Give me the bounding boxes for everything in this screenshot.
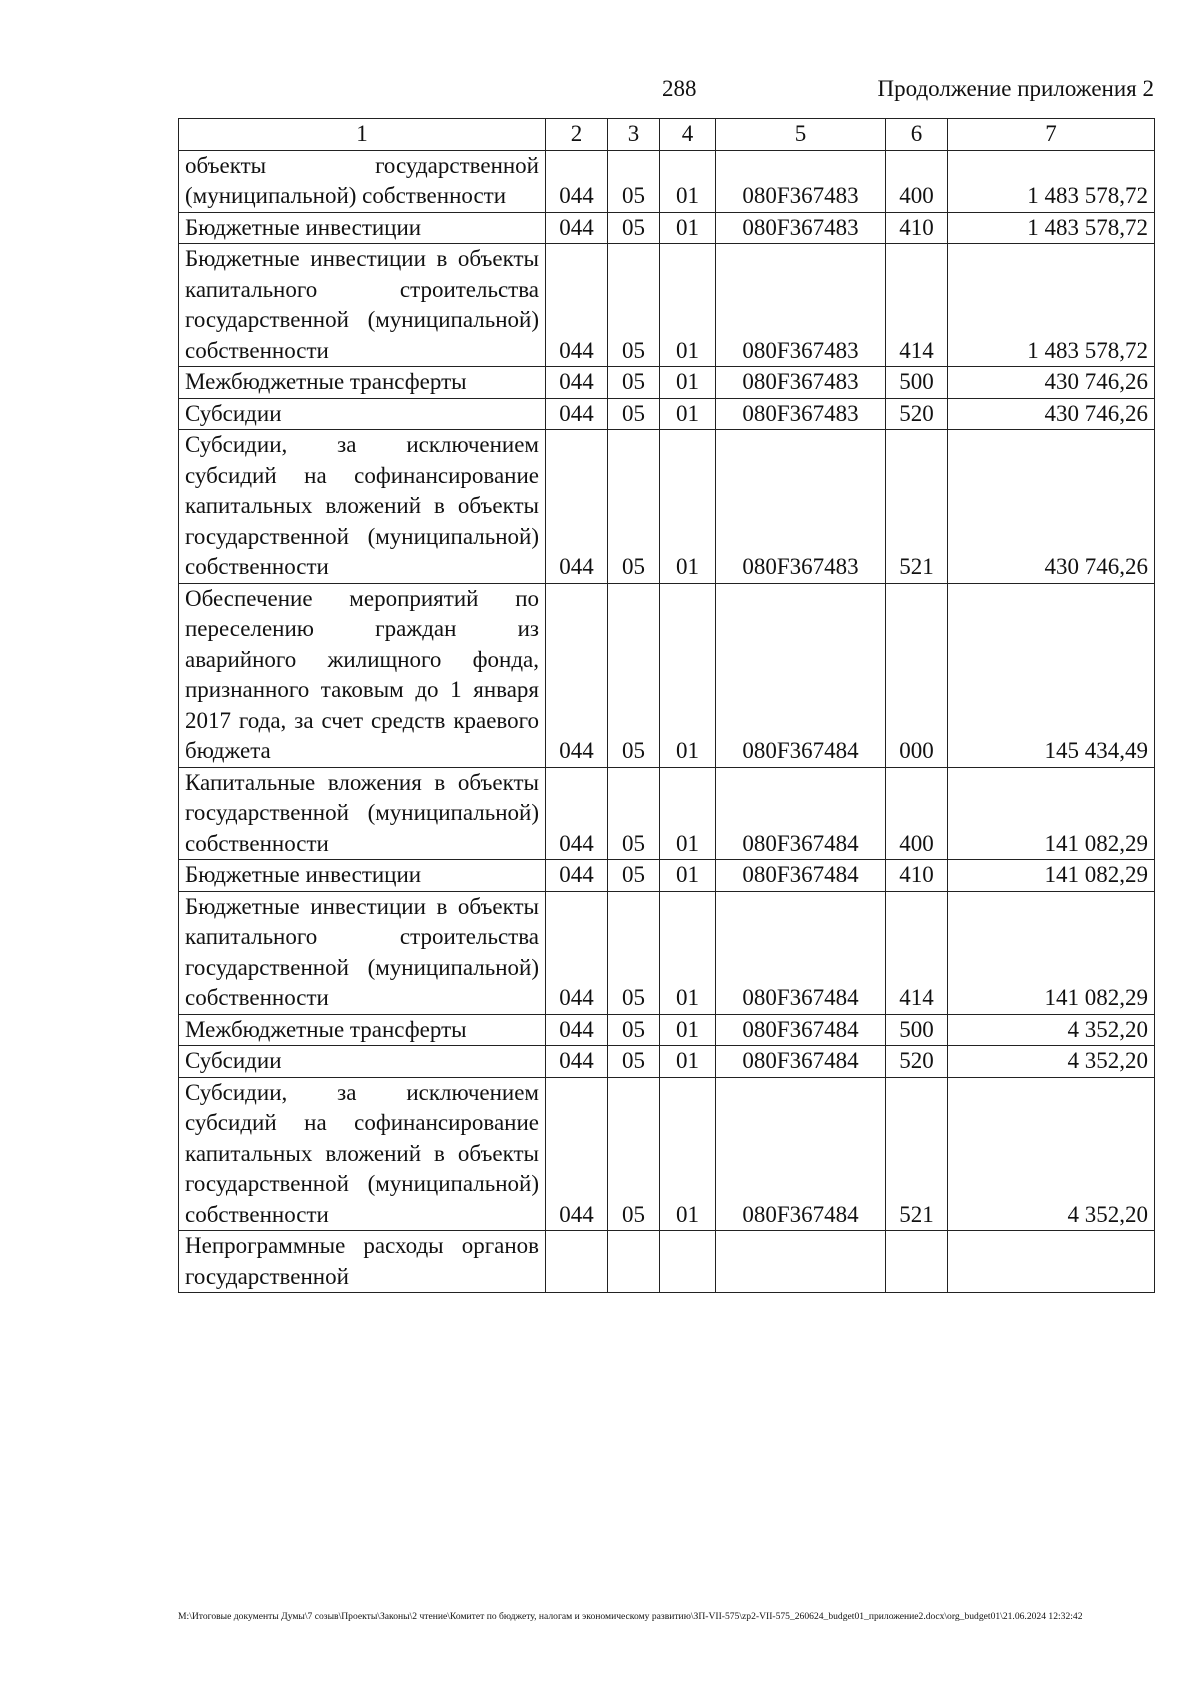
row-type-cell: 521 <box>886 1077 948 1231</box>
row-name-cell: Непрограммные расходы органов государственной <box>179 1231 546 1293</box>
col-header-6: 6 <box>886 119 948 151</box>
row-amount-cell: 430 746,26 <box>948 430 1155 584</box>
row-amount-cell: 141 082,29 <box>948 860 1155 892</box>
row-section-cell: 05 <box>608 1046 660 1078</box>
row-target-cell: 080F367484 <box>716 583 886 767</box>
row-subsection-cell: 01 <box>660 1046 716 1078</box>
row-subsection-cell: 01 <box>660 767 716 860</box>
row-amount-cell <box>948 1231 1155 1293</box>
row-target-cell: 080F367483 <box>716 150 886 212</box>
table-row <box>179 891 1155 1014</box>
row-target-cell <box>716 1231 886 1293</box>
row-name-cell: Бюджетные инвестиции в объекты капитального строительства государственной (муниципальной) собственности <box>179 891 546 1014</box>
row-subsection-cell: 01 <box>660 244 716 367</box>
table-row <box>179 583 1155 767</box>
row-type-cell: 414 <box>886 244 948 367</box>
row-target-cell: 080F367483 <box>716 398 886 430</box>
row-type-cell: 410 <box>886 212 948 244</box>
row-section-cell <box>608 1231 660 1293</box>
table-row <box>179 398 1155 430</box>
row-code-cell: 044 <box>546 430 608 584</box>
row-type-cell: 521 <box>886 430 948 584</box>
table-row <box>179 150 1155 212</box>
row-name-cell: Межбюджетные трансферты <box>179 1014 546 1046</box>
col-header-5: 5 <box>716 119 886 151</box>
row-code-cell: 044 <box>546 860 608 892</box>
table-row <box>179 1014 1155 1046</box>
table-row <box>179 244 1155 367</box>
row-subsection-cell: 01 <box>660 430 716 584</box>
row-name-cell: Субсидии <box>179 398 546 430</box>
row-code-cell: 044 <box>546 891 608 1014</box>
row-type-cell: 500 <box>886 367 948 399</box>
row-target-cell: 080F367484 <box>716 860 886 892</box>
table-row <box>179 367 1155 399</box>
row-type-cell <box>886 1231 948 1293</box>
continuation-label: Продолжение приложения 2 <box>877 76 1154 101</box>
row-subsection-cell: 01 <box>660 860 716 892</box>
row-target-cell: 080F367484 <box>716 1046 886 1078</box>
row-name-cell: Обеспечение мероприятий по переселению граждан из аварийного жилищного фонда, признанного таковым до 1 января 2017 года, за счет средств краевого бюджета <box>179 583 546 767</box>
row-subsection-cell: 01 <box>660 212 716 244</box>
row-code-cell: 044 <box>546 1077 608 1231</box>
row-section-cell: 05 <box>608 583 660 767</box>
row-type-cell: 500 <box>886 1014 948 1046</box>
row-amount-cell: 4 352,20 <box>948 1014 1155 1046</box>
row-amount-cell: 141 082,29 <box>948 891 1155 1014</box>
row-target-cell: 080F367484 <box>716 1014 886 1046</box>
row-section-cell: 05 <box>608 212 660 244</box>
row-subsection-cell: 01 <box>660 150 716 212</box>
row-section-cell: 05 <box>608 1077 660 1231</box>
row-amount-cell: 430 746,26 <box>948 367 1155 399</box>
budget-table <box>178 118 1155 1293</box>
table-row <box>179 860 1155 892</box>
table-row <box>179 1231 1155 1293</box>
row-type-cell: 400 <box>886 150 948 212</box>
row-name-cell: объекты государственной (муниципальной) собственности <box>179 150 546 212</box>
row-code-cell: 044 <box>546 583 608 767</box>
col-header-7: 7 <box>948 119 1155 151</box>
row-code-cell: 044 <box>546 244 608 367</box>
col-header-1: 1 <box>179 119 546 151</box>
row-section-cell: 05 <box>608 430 660 584</box>
row-subsection-cell: 01 <box>660 367 716 399</box>
row-code-cell: 044 <box>546 398 608 430</box>
row-code-cell <box>546 1231 608 1293</box>
row-target-cell: 080F367483 <box>716 430 886 584</box>
row-code-cell: 044 <box>546 767 608 860</box>
row-subsection-cell: 01 <box>660 583 716 767</box>
row-name-cell: Субсидии, за исключением субсидий на софинансирование капитальных вложений в объекты государственной (муниципальной) собственности <box>179 430 546 584</box>
row-name-cell: Межбюджетные трансферты <box>179 367 546 399</box>
row-type-cell: 400 <box>886 767 948 860</box>
row-type-cell: 000 <box>886 583 948 767</box>
table-row <box>179 430 1155 584</box>
row-code-cell: 044 <box>546 1014 608 1046</box>
col-header-3: 3 <box>608 119 660 151</box>
row-amount-cell: 430 746,26 <box>948 398 1155 430</box>
row-section-cell: 05 <box>608 367 660 399</box>
table-row <box>179 1046 1155 1078</box>
row-name-cell: Бюджетные инвестиции <box>179 212 546 244</box>
row-target-cell: 080F367484 <box>716 1077 886 1231</box>
row-amount-cell: 1 483 578,72 <box>948 150 1155 212</box>
row-subsection-cell: 01 <box>660 1014 716 1046</box>
row-code-cell: 044 <box>546 367 608 399</box>
row-name-cell: Субсидии, за исключением субсидий на софинансирование капитальных вложений в объекты государственной (муниципальной) собственности <box>179 1077 546 1231</box>
row-amount-cell: 4 352,20 <box>948 1077 1155 1231</box>
row-amount-cell: 145 434,49 <box>948 583 1155 767</box>
column-number-row <box>179 119 1155 151</box>
row-type-cell: 410 <box>886 860 948 892</box>
table-row <box>179 1077 1155 1231</box>
page-number: 288 <box>662 76 697 101</box>
col-header-4: 4 <box>660 119 716 151</box>
row-target-cell: 080F367483 <box>716 244 886 367</box>
row-section-cell: 05 <box>608 244 660 367</box>
row-amount-cell: 141 082,29 <box>948 767 1155 860</box>
row-subsection-cell: 01 <box>660 1077 716 1231</box>
row-section-cell: 05 <box>608 860 660 892</box>
row-code-cell: 044 <box>546 212 608 244</box>
row-name-cell: Субсидии <box>179 1046 546 1078</box>
row-subsection-cell: 01 <box>660 891 716 1014</box>
row-type-cell: 414 <box>886 891 948 1014</box>
row-name-cell: Капитальные вложения в объекты государственной (муниципальной) собственности <box>179 767 546 860</box>
row-target-cell: 080F367484 <box>716 891 886 1014</box>
row-target-cell: 080F367484 <box>716 767 886 860</box>
row-subsection-cell: 01 <box>660 398 716 430</box>
row-name-cell: Бюджетные инвестиции <box>179 860 546 892</box>
table-row <box>179 767 1155 860</box>
row-target-cell: 080F367483 <box>716 367 886 399</box>
row-amount-cell: 1 483 578,72 <box>948 244 1155 367</box>
row-subsection-cell <box>660 1231 716 1293</box>
row-amount-cell: 1 483 578,72 <box>948 212 1155 244</box>
row-target-cell: 080F367483 <box>716 212 886 244</box>
row-name-cell: Бюджетные инвестиции в объекты капитального строительства государственной (муниципальной) собственности <box>179 244 546 367</box>
row-code-cell: 044 <box>546 1046 608 1078</box>
col-header-2: 2 <box>546 119 608 151</box>
document-path-footer: M:\Итоговые документы Думы\7 созыв\Проекты\Законы\2 чтение\Комитет по бюджету, налогам и экономическому развитию\ЗП-VII-575\zp2-VII-575_260624_budget01_приложение2.docx\org_budget01\21.06.2024 12:32:42 <box>178 1611 1083 1622</box>
row-type-cell: 520 <box>886 398 948 430</box>
row-section-cell: 05 <box>608 891 660 1014</box>
table-row <box>179 212 1155 244</box>
row-section-cell: 05 <box>608 398 660 430</box>
row-amount-cell: 4 352,20 <box>948 1046 1155 1078</box>
row-section-cell: 05 <box>608 150 660 212</box>
row-code-cell: 044 <box>546 150 608 212</box>
row-section-cell: 05 <box>608 1014 660 1046</box>
row-section-cell: 05 <box>608 767 660 860</box>
row-type-cell: 520 <box>886 1046 948 1078</box>
